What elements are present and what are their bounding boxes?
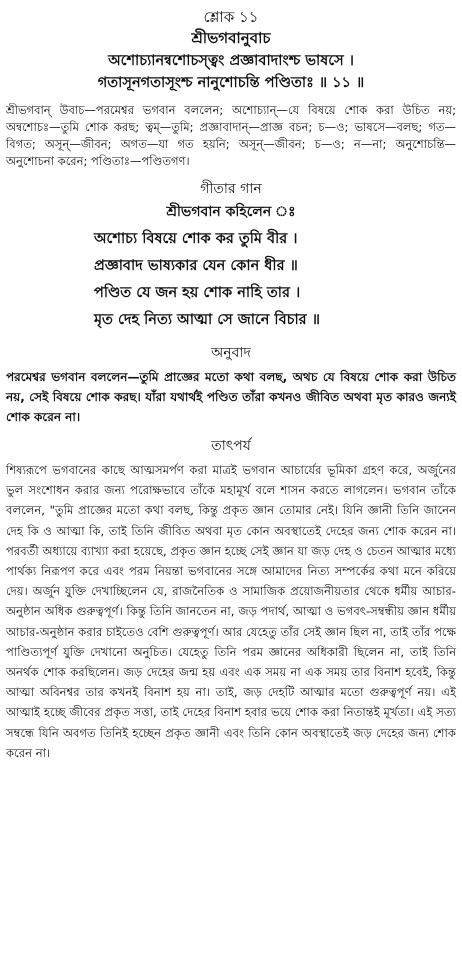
purport-paragraph: শিষ্যরূপে ভগবানের কাছে আত্মসমর্পণ করা মাত্রই ভগবান আচার্যের ভূমিকা গ্রহণ করে, অর্জুনের ভুল সংশোধন করার জন্য পরোক্ষভাবে তাঁকে মহামূর্খ বলে শাসন করতে লাগলেন। ভগবান তাঁকে বললেন, "তুমি প্রাজ্ঞের মতো কথা বলছ, কিন্তু প্রকৃত জ্ঞান তোমার নেই। যিনি জ্ঞানী তিনি জানেন দেহ কি ও আত্মা কি, তাই তিনি জীবিত অথবা মৃত কোন অবস্থাতেই দেহের জন্য শোক করেন না। পরবর্তী অধ্যায়ে ব্যাখ্যা করা হয়েছে, প্রকৃত জ্ঞান হচ্ছে সেই জ্ঞান যা জড় দেহ ও চেতন আত্মার মধ্যে পার্থক্য নিরূপণ করে এবং পরম নিয়ন্তা ভগবানের সঙ্গে আমাদের নিত্য সম্পর্কের কথা মনে করিয়ে দেয়। অর্জুন যুক্তি দেখাচ্ছিলেন যে, রাজনৈতিক ও সামাজিক প্রয়োজনীয়তার থেকে ধর্মীয় আচার-অনুষ্ঠান অধিক গুরুত্বপূর্ণ। কিন্তু তিনি জানতেন না, জড় পদার্থ, আত্মা ও ভগবৎ-সম্বন্ধীয় জ্ঞান ধর্মীয় আচার-অনুষ্ঠান করার চাইতেও বেশি গুরুত্বপূর্ণ। আর যেহেতু তাঁর সেই জ্ঞান ছিল না, তাই তাঁর পক্ষে পাণ্ডিত্যপূর্ণ যুক্তি দেখানো অনুচিত। যেহেতু তিনি পরম জ্ঞানের অধিকারী ছিলেন না, তাই তিনি অনর্থক শোক করছিলেন। জড় দেহের জন্ম হয় এবং এক সময় না এক সময় তার বিনাশ হবেই, কিন্তু আত্মা অবিনশ্বর তার কখনই বিনাশ হয় না। তাই, জড় দেহটি আত্মার মতো গুরুত্বপূর্ণ নয়। এই আত্মাই হচ্ছে জীবের প্রকৃত সত্তা, তাই দেহের বিনাশ হবার ভয়ে শোক করা নিতান্তই মূর্খতা। এই সত্য সম্বন্ধে যিনি অবগত তিনিই হচ্ছেন প্রকৃত জ্ঞানী এবং তিনি কোন অবস্থাতেই জড় দেহের জন্য শোক করেন না। <box>6 463 456 760</box>
song-verse-line: অশোচ্য বিষয়ে শোক কর তুমি বীর । <box>94 231 298 247</box>
song-verse <box>94 226 456 334</box>
translation-paragraph: পরমেশ্বর ভগবান বললেন—তুমি প্রাজ্ঞের মতো কথা বলছ, অথচ যে বিষয়ে শোক করা উচিত নয়, সেই বিষয়ে শোক করছ। যাঁরা যথার্থই পণ্ডিত তাঁরা কখনও জীবিত অথবা মৃত কারও জন্যই শোক করেন না। <box>6 370 456 424</box>
song-verse-line: পণ্ডিত যে জন হয় শোক নাহি তার । <box>94 285 301 301</box>
synonyms-paragraph: শ্রীভগবান্ উবাচ—পরমেশ্বর ভগবান বললেন; অশোচ্যান্—যে বিষয়ে শোক করা উচিত নয়; অন্বশোচঃ—তুমি শোক করছ; ত্বম্—তুমি; প্রজ্ঞাবাদান্—প্রাজ্ঞ বচন; চ—ও; ভাষসে—বলছ; গত—বিগত; অসূন্—জীবন; অগত—যা গত হয়নি; অসূন্—জীবন; চ—ও; ন—না; অনুশোচন্তি—অনুশোচনা করেন; পণ্ডিতাঃ—পণ্ডিতগণ। <box>6 103 456 168</box>
sanskrit-verse-line: অশোচ্যানন্বশোচস্ত্বং প্রজ্ঞাবাদাংশ্চ ভাষসে । <box>108 53 354 69</box>
song-title: গীতার গান <box>200 181 262 197</box>
sanskrit-verse-line: গতাসূনগতাসূংশ্চ নানুশোচন্তি পণ্ডিতাঃ ॥ ১১ ॥ <box>97 75 365 91</box>
purport-heading: তাৎপর্য <box>211 438 251 454</box>
speaker-heading: শ্রীভগবানুবাচ <box>191 29 271 47</box>
song-verse-line: প্রজ্ঞাবাদ ভাষ্যকার যেন কোন ধীর ॥ <box>94 258 298 274</box>
song-verse-line: মৃত দেহ নিত্য আত্মা সে জানে বিচার ॥ <box>94 312 320 328</box>
sanskrit-verse <box>6 50 456 94</box>
sloka-heading: শ্লোক ১১ <box>203 8 259 26</box>
song-speaker: শ্রীভগবান কহিলেন ঃ <box>166 204 296 220</box>
translation-heading: অনুবাদ <box>211 345 251 361</box>
